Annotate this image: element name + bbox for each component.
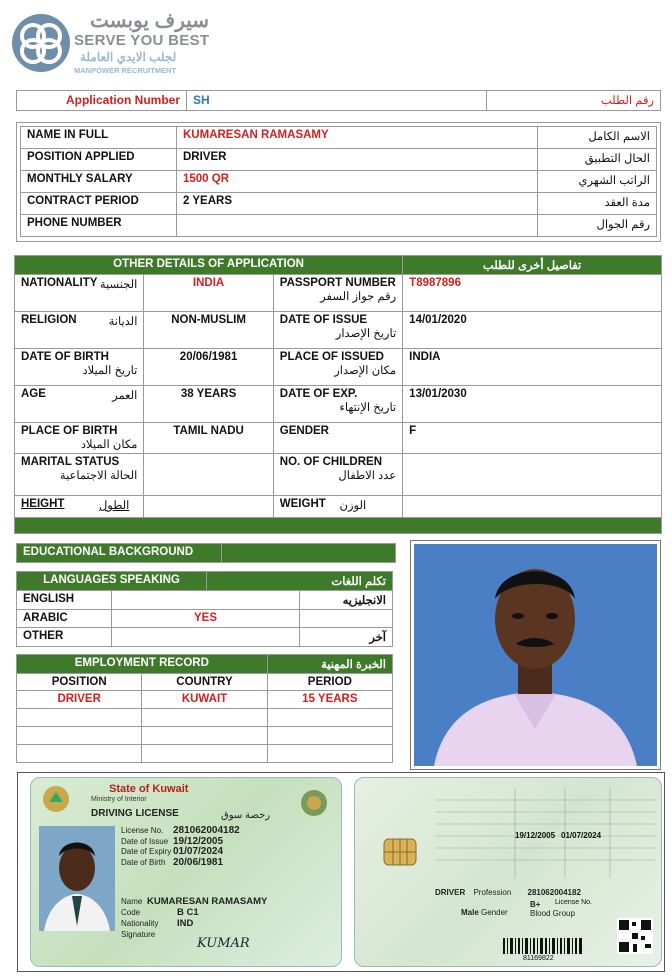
logo-english-sub: MANPOWER RECRUITMENT <box>74 66 177 75</box>
employment-row <box>17 727 393 745</box>
personal-label: NAME IN FULL <box>21 127 177 149</box>
religion-cell <box>15 312 144 349</box>
height-value <box>144 496 273 518</box>
license-dob-label: Date of Birth <box>121 857 166 867</box>
license-code-label: Code <box>121 908 141 917</box>
back-gender-value: Male <box>461 908 479 917</box>
passport-label: PASSPORT NUMBER <box>279 277 396 289</box>
license-code: B C1 <box>177 907 199 918</box>
education-table <box>16 543 396 563</box>
license-dob: 20/06/1981 <box>173 856 224 868</box>
languages-table <box>16 571 393 647</box>
language-name: OTHER <box>17 628 112 647</box>
other-details-title: OTHER DETAILS OF APPLICATION <box>15 256 403 275</box>
license-sig-label: Signature <box>121 930 156 939</box>
back-date-expiry: 01/07/2024 <box>561 831 602 840</box>
employment-country <box>142 709 267 727</box>
passport-ar: رقم جواز السفر <box>320 291 397 303</box>
personal-value: KUMARESAN RAMASAMY <box>177 127 538 149</box>
back-blood-label: Blood Group <box>530 909 575 918</box>
license-fields <box>121 826 240 868</box>
kuwait-emblem-icon <box>41 784 71 814</box>
children-cell <box>273 454 402 496</box>
employment-title: EMPLOYMENT RECORD <box>17 655 268 674</box>
personal-row <box>21 149 657 171</box>
employment-position: DRIVER <box>17 691 142 709</box>
personal-label: CONTRACT PERIOD <box>21 193 177 215</box>
exp-ar: تاريخ الإنتهاء <box>339 402 397 414</box>
age-label: AGE <box>21 388 46 400</box>
pob-label: PLACE OF BIRTH <box>21 425 118 437</box>
license-state: State of Kuwait <box>109 783 189 795</box>
gender-value: F <box>403 423 662 454</box>
religion-value: NON-MUSLIM <box>144 312 273 349</box>
language-ar: آخر <box>300 628 393 647</box>
language-row <box>17 591 393 610</box>
back-profession-label: Profession <box>473 888 512 897</box>
employment-country: KUWAIT <box>142 691 267 709</box>
dob-ar: تاريخ الميلاد <box>82 365 138 377</box>
language-value <box>112 591 300 610</box>
religion-ar: الديانة <box>108 316 138 328</box>
personal-label-ar: الاسم الكامل <box>538 127 657 149</box>
license-number-label: License No. <box>121 826 164 835</box>
marital-value <box>144 454 273 496</box>
age-ar: العمر <box>112 390 138 402</box>
back-blood-value: B+ <box>530 900 541 909</box>
language-ar <box>300 610 393 628</box>
nationality-label: NATIONALITY <box>21 277 98 289</box>
language-ar: الانجليزيه <box>300 591 393 610</box>
employment-row <box>17 709 393 727</box>
weight-label: WEIGHT <box>279 498 326 510</box>
back-gender <box>461 908 508 917</box>
place-issued-label: PLACE OF ISSUED <box>279 351 384 363</box>
personal-table <box>20 126 657 237</box>
personal-row <box>21 171 657 193</box>
license-expiry: 01/07/2024 <box>173 846 224 857</box>
employment-position <box>17 745 142 763</box>
applicant-photo <box>410 540 661 770</box>
religion-label: RELIGION <box>21 314 77 326</box>
personal-label-ar: الراتب الشهري <box>538 171 657 193</box>
employment-country <box>142 745 267 763</box>
dob-cell <box>15 349 144 386</box>
passport-cell <box>273 275 402 312</box>
marital-cell <box>15 454 144 496</box>
exp-value: 13/01/2030 <box>403 386 662 423</box>
employment-row <box>17 745 393 763</box>
license-number: 281062004182 <box>173 825 240 836</box>
employment-position <box>17 709 142 727</box>
employment-title-ar: الخبرة المهنية <box>267 655 392 674</box>
employment-period <box>267 709 392 727</box>
nationality-value: INDIA <box>144 275 273 312</box>
emp-header-period: PERIOD <box>267 674 392 691</box>
children-ar: عدد الاطفال <box>338 470 397 482</box>
place-issued-cell <box>273 349 402 386</box>
logo-english: SERVE YOU BEST <box>74 32 210 49</box>
logo-emblem-icon <box>10 12 72 74</box>
barcode-icon <box>503 938 583 954</box>
employment-row <box>17 691 393 709</box>
personal-row <box>21 215 657 237</box>
license-issue-label: Date of Issue <box>121 836 169 846</box>
height-cell <box>15 496 144 518</box>
pob-cell <box>15 423 144 454</box>
barcode-number: 81169822 <box>523 955 554 962</box>
dob-label: DATE OF BIRTH <box>21 351 109 363</box>
license-expiry-label: Date of Expiry <box>121 847 172 856</box>
back-license-number-label: License No. <box>555 899 592 906</box>
marital-label: MARITAL STATUS <box>21 456 120 468</box>
personal-value: DRIVER <box>177 149 538 171</box>
back-profession: DRIVER <box>435 888 466 897</box>
logo <box>10 8 210 78</box>
employment-position <box>17 727 142 745</box>
logo-arabic-sub: لجلب الايدي العاملة <box>80 50 177 64</box>
license-name-label: Name <box>121 897 143 906</box>
personal-label-ar: رقم الجوال <box>538 215 657 237</box>
language-value <box>112 628 300 647</box>
passport-value: T8987896 <box>403 275 662 312</box>
weight-value <box>403 496 662 518</box>
personal-value: 1500 QR <box>177 171 538 193</box>
qr-code-icon <box>617 918 653 954</box>
back-gender-label: Gender <box>481 908 508 917</box>
employment-period <box>267 745 392 763</box>
language-row <box>17 610 393 628</box>
logo-arabic: سيرف يوبست <box>90 10 210 32</box>
place-issued-ar: مكان الإصدار <box>334 365 397 377</box>
gcc-emblem-icon <box>299 788 329 818</box>
license-ministry: Ministry of Interior <box>91 796 147 803</box>
license-name: KUMARESAN RAMASAMY <box>147 896 268 907</box>
height-label: HEIGHT <box>21 498 65 510</box>
back-blood <box>530 900 575 918</box>
education-title-filler <box>222 544 396 563</box>
place-issued-value: INDIA <box>403 349 662 386</box>
personal-row <box>21 193 657 215</box>
license-name-block <box>121 896 267 940</box>
chip-icon <box>383 838 417 866</box>
personal-value: 2 YEARS <box>177 193 538 215</box>
exp-label: DATE OF EXP. <box>279 388 358 400</box>
back-fields <box>435 888 581 897</box>
language-name: ARABIC <box>17 610 112 628</box>
other-details-table <box>14 255 662 534</box>
nationality-cell <box>15 275 144 312</box>
personal-label: MONTHLY SALARY <box>21 171 177 193</box>
license-nat-label: Nationality <box>121 919 159 928</box>
personal-label: POSITION APPLIED <box>21 149 177 171</box>
issue-ar: تاريخ الإصدار <box>335 328 397 340</box>
language-row <box>17 628 393 647</box>
children-label: NO. OF CHILDREN <box>279 456 383 468</box>
app-number-label-ar: رقم الطلب <box>487 91 661 111</box>
issue-label: DATE OF ISSUE <box>279 314 368 326</box>
emp-header-position: POSITION <box>17 674 142 691</box>
pob-ar: مكان الميلاد <box>80 439 138 451</box>
license-front <box>30 777 342 967</box>
gender-label: GENDER <box>273 423 402 454</box>
dob-value: 20/06/1981 <box>144 349 273 386</box>
personal-label: PHONE NUMBER <box>21 215 177 237</box>
back-date-issue: 19/12/2005 <box>515 831 556 840</box>
language-name: ENGLISH <box>17 591 112 610</box>
pob-value: TAMIL NADU <box>144 423 273 454</box>
application-number-table <box>16 90 661 111</box>
person-photo-icon <box>414 544 657 766</box>
personal-value <box>177 215 538 237</box>
personal-row <box>21 127 657 149</box>
employment-period: 15 YEARS <box>267 691 392 709</box>
license-back <box>354 777 662 967</box>
children-value <box>403 454 662 496</box>
employment-country <box>142 727 267 745</box>
nationality-ar: الجنسية <box>99 279 138 291</box>
app-number-label: Application Number <box>17 91 187 111</box>
marital-ar: الحالة الاجتماعية <box>59 470 138 482</box>
emp-header-country: COUNTRY <box>142 674 267 691</box>
license-photo-icon <box>39 826 115 931</box>
employment-table <box>16 654 393 763</box>
other-details-title-ar: تفاصيل أخرى للطلب <box>403 256 662 275</box>
app-number-value: SH <box>187 91 487 111</box>
age-cell <box>15 386 144 423</box>
exp-cell <box>273 386 402 423</box>
language-value: YES <box>112 610 300 628</box>
employment-period <box>267 727 392 745</box>
personal-label-ar: مدة العقد <box>538 193 657 215</box>
personal-label-ar: الحال التطبيق <box>538 149 657 171</box>
issue-cell <box>273 312 402 349</box>
languages-title-ar: تكلم اللغات <box>207 572 393 591</box>
license-nat: IND <box>177 918 194 929</box>
back-license-number: 281062004182 <box>527 888 581 897</box>
languages-title: LANGUAGES SPEAKING <box>17 572 207 591</box>
license-signature: KUMAR <box>197 936 250 951</box>
age-value: 38 YEARS <box>144 386 273 423</box>
height-ar: الطول <box>98 500 130 512</box>
issue-value: 14/01/2020 <box>403 312 662 349</box>
license-title-ar: رخصة سوق <box>221 810 271 821</box>
education-title: EDUCATIONAL BACKGROUND <box>17 544 222 563</box>
license-title: DRIVING LICENSE <box>91 808 179 819</box>
other-details-footer-bar <box>15 518 662 534</box>
weight-ar: الوزن <box>339 500 367 512</box>
license-issue: 19/12/2005 <box>173 835 224 847</box>
weight-cell <box>273 496 402 518</box>
